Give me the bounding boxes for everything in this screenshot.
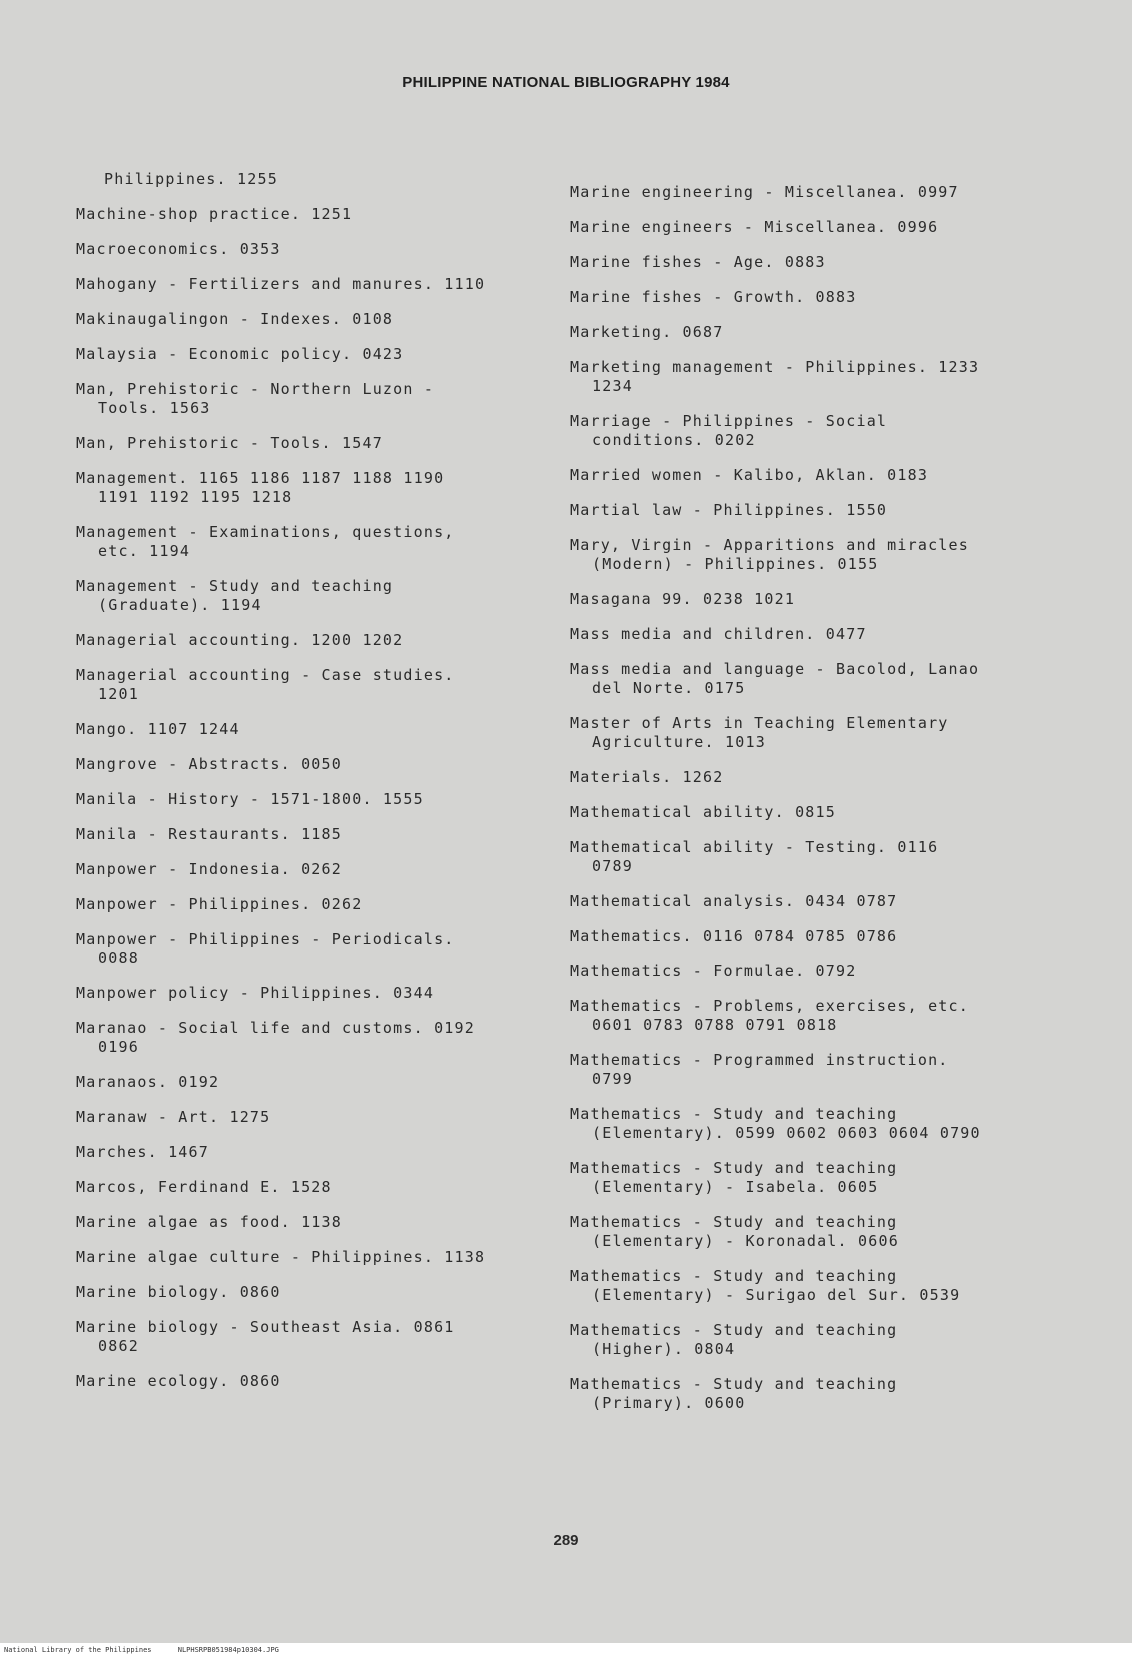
index-entry: Management. 1165 1186 1187 1188 1190 1191 1192 1195 1218	[76, 469, 445, 506]
index-entry: Man, Prehistoric - Tools. 1547	[76, 434, 383, 452]
footer-source: National Library of the Philippines	[4, 1646, 152, 1654]
index-entry: Mathematical ability. 0815	[570, 803, 836, 821]
index-entry: Maranaw - Art. 1275	[76, 1108, 271, 1126]
index-entry: Mathematical analysis. 0434 0787	[570, 892, 898, 910]
index-entry: Marine ecology. 0860	[76, 1372, 281, 1390]
index-entry: Mathematics - Study and teaching (Elementary). 0599 0602 0603 0604 0790	[570, 1105, 981, 1142]
index-entry: Managerial accounting - Case studies. 1201	[76, 666, 455, 703]
index-entry: Mathematics - Study and teaching (Elementary) - Isabela. 0605	[570, 1159, 898, 1196]
index-entry: Mathematics - Programmed instruction. 0799	[570, 1051, 949, 1088]
index-entry: Marketing management - Philippines. 1233 1234	[570, 358, 980, 395]
index-entry: Mango. 1107 1244	[76, 720, 240, 738]
index-entry: Mangrove - Abstracts. 0050	[76, 755, 342, 773]
index-entry: Materials. 1262	[570, 768, 724, 786]
index-entry: Maranaos. 0192	[76, 1073, 220, 1091]
index-entry: Marine algae culture - Philippines. 1138	[76, 1248, 486, 1266]
index-entry: Marine engineering - Miscellanea. 0997	[570, 183, 959, 201]
index-entry: Marine fishes - Age. 0883	[570, 253, 826, 271]
index-entry: Managerial accounting. 1200 1202	[76, 631, 404, 649]
index-entry: Mathematics - Problems, exercises, etc. 0601 0783 0788 0791 0818	[570, 997, 969, 1034]
index-entry: Mass media and children. 0477	[570, 625, 867, 643]
index-entry: Marine algae as food. 1138	[76, 1213, 342, 1231]
index-entry: Master of Arts in Teaching Elementary Agriculture. 1013	[570, 714, 949, 751]
index-entry: Man, Prehistoric - Northern Luzon - Tools. 1563	[76, 380, 435, 417]
footer-file: NLPHSRPB051984p10304.JPG	[177, 1646, 279, 1654]
index-entry: Marriage - Philippines - Social conditions. 0202	[570, 412, 888, 449]
index-entry: Married women - Kalibo, Aklan. 0183	[570, 466, 929, 484]
right-column	[570, 183, 1050, 1429]
index-entry: Martial law - Philippines. 1550	[570, 501, 888, 519]
index-entry: Manpower - Indonesia. 0262	[76, 860, 342, 878]
page-title: PHILIPPINE NATIONAL BIBLIOGRAPHY 1984	[402, 74, 730, 91]
index-entry: Machine-shop practice. 1251	[76, 205, 353, 223]
index-entry: Manila - Restaurants. 1185	[76, 825, 342, 843]
index-entry: Marcos, Ferdinand E. 1528	[76, 1178, 332, 1196]
index-entry: Mary, Virgin - Apparitions and miracles (Modern) - Philippines. 0155	[570, 536, 969, 573]
index-entry: Manpower policy - Philippines. 0344	[76, 984, 435, 1002]
index-entry: Marches. 1467	[76, 1143, 209, 1161]
index-entry: Mathematics. 0116 0784 0785 0786	[570, 927, 898, 945]
index-entry: Marketing. 0687	[570, 323, 724, 341]
index-entry: Mathematics - Study and teaching (Primary). 0600	[570, 1375, 898, 1412]
index-entry: Mahogany - Fertilizers and manures. 1110	[76, 275, 486, 293]
index-entry: Marine biology. 0860	[76, 1283, 281, 1301]
index-entry: Maranao - Social life and customs. 0192 0196	[76, 1019, 475, 1056]
index-entry: Macroeconomics. 0353	[76, 240, 281, 258]
index-entry: Philippines. 1255	[104, 170, 278, 188]
left-column	[76, 170, 556, 1407]
index-entry: Management - Examinations, questions, etc. 1194	[76, 523, 455, 560]
index-entry: Malaysia - Economic policy. 0423	[76, 345, 404, 363]
index-entry: Makinaugalingon - Indexes. 0108	[76, 310, 394, 328]
index-entry: Masagana 99. 0238 1021	[570, 590, 796, 608]
index-entry: Mathematics - Formulae. 0792	[570, 962, 857, 980]
index-entry: Mass media and language - Bacolod, Lanao del Norte. 0175	[570, 660, 980, 697]
index-entry: Marine biology - Southeast Asia. 0861 0862	[76, 1318, 455, 1355]
index-entry: Mathematical ability - Testing. 0116 0789	[570, 838, 939, 875]
scan-footer	[0, 1643, 1132, 1658]
index-entry: Management - Study and teaching (Graduate). 1194	[76, 577, 394, 614]
page-number: 289	[553, 1532, 579, 1549]
index-entry: Marine engineers - Miscellanea. 0996	[570, 218, 939, 236]
index-entry: Marine fishes - Growth. 0883	[570, 288, 857, 306]
index-entry: Mathematics - Study and teaching (Elementary) - Surigao del Sur. 0539	[570, 1267, 961, 1304]
index-entry: Mathematics - Study and teaching (Higher). 0804	[570, 1321, 898, 1358]
index-entry: Manpower - Philippines - Periodicals. 0088	[76, 930, 455, 967]
index-entry: Manila - History - 1571-1800. 1555	[76, 790, 424, 808]
index-entry: Mathematics - Study and teaching (Elementary) - Koronadal. 0606	[570, 1213, 899, 1250]
index-entry: Manpower - Philippines. 0262	[76, 895, 363, 913]
